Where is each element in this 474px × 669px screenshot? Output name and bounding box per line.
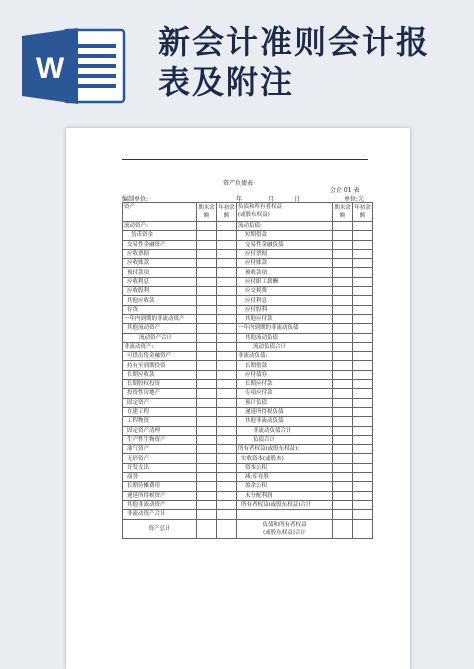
asset-cell: 其他非流动资产 [123, 500, 197, 509]
table-row [123, 314, 373, 323]
currency-label: 单位:元 [344, 196, 365, 203]
word-document-icon [20, 26, 128, 106]
value-cell [217, 445, 237, 454]
value-cell [333, 407, 353, 416]
header-liabilities-line-2: (或股东权益) [238, 212, 270, 218]
value-cell [353, 482, 373, 491]
total-liabilities-line-2: (或股东权益)合计 [263, 529, 306, 536]
liability-cell: 长期应付款 [237, 380, 333, 389]
value-cell [197, 314, 217, 323]
value-cell [353, 231, 373, 240]
value-cell [333, 463, 353, 472]
value-cell [197, 482, 217, 491]
value-cell [333, 240, 353, 249]
value-cell [333, 231, 353, 240]
liability-cell: 长期借款 [237, 361, 333, 370]
table-row [123, 361, 373, 370]
table-row [123, 491, 373, 500]
liability-cell: 应付职工薪酬 [237, 277, 333, 286]
value-cell [197, 510, 217, 519]
liability-cell: 递延所得税负债 [237, 407, 333, 416]
value-cell [217, 342, 237, 351]
asset-cell: 递延所得税资产 [123, 491, 197, 500]
liability-cell: 专项应付款 [237, 389, 333, 398]
header-liabilities-line-1: 负债和所有者权益 [238, 204, 283, 210]
value-cell [197, 296, 217, 305]
value-cell [217, 231, 237, 240]
value-cell [197, 417, 217, 426]
liability-cell: 交易性金融负债 [237, 240, 333, 249]
value-cell [353, 426, 373, 435]
value-cell [197, 389, 217, 398]
value-cell [353, 389, 373, 398]
value-cell [333, 324, 353, 333]
value-cell [333, 380, 353, 389]
form-code: 会企 01 表 [330, 187, 360, 194]
value-cell [197, 333, 217, 342]
value-cell [217, 305, 237, 314]
table-row [123, 500, 373, 509]
value-cell [197, 473, 217, 482]
value-cell [197, 435, 217, 444]
value-cell [217, 482, 237, 491]
asset-cell: 持有至到期投资 [123, 361, 197, 370]
value-cell [353, 268, 373, 277]
header-end-balance-2: 期末余额 [333, 203, 353, 222]
asset-cell: 长期股权投资 [123, 380, 197, 389]
value-cell [353, 510, 373, 519]
value-cell [353, 454, 373, 463]
table-row [123, 389, 373, 398]
value-cell [353, 249, 373, 258]
liability-cell: 应付利息 [237, 296, 333, 305]
value-cell [217, 370, 237, 379]
value-cell [217, 268, 237, 277]
table-row [123, 435, 373, 444]
asset-cell: 投资性房地产 [123, 389, 197, 398]
value-cell [197, 361, 217, 370]
table-row [123, 231, 373, 240]
value-cell [333, 361, 353, 370]
liability-cell: 负债合计 [237, 435, 333, 444]
banner-title-line-1: 新会计准则会计报 [158, 23, 431, 61]
document-title: 资产负债表 [222, 180, 253, 187]
banner-title-line-2: 表及附注 [158, 63, 295, 101]
asset-cell: 无形资产 [123, 454, 197, 463]
asset-cell: 应收股利 [123, 287, 197, 296]
liability-cell: 预计负债 [237, 398, 333, 407]
value-cell [353, 314, 373, 323]
value-cell [217, 473, 237, 482]
value-cell [353, 324, 373, 333]
asset-cell: 非流动资产合计 [123, 510, 197, 519]
value-cell [217, 417, 237, 426]
asset-cell: 长期待摊费用 [123, 482, 197, 491]
value-cell [353, 287, 373, 296]
table-row [123, 463, 373, 472]
value-cell [217, 277, 237, 286]
asset-cell: 预付款项 [123, 268, 197, 277]
value-cell [353, 417, 373, 426]
total-row [123, 519, 373, 538]
value-cell [217, 314, 237, 323]
table-row [123, 259, 373, 268]
value-cell [333, 519, 353, 538]
value-cell [333, 510, 353, 519]
balance-sheet-table [122, 202, 373, 539]
value-cell [333, 500, 353, 509]
value-cell [197, 268, 217, 277]
table-row [123, 277, 373, 286]
value-cell [197, 519, 217, 538]
value-cell [217, 287, 237, 296]
value-cell [217, 454, 237, 463]
table-row [123, 249, 373, 258]
asset-cell: 其他流动资产 [123, 324, 197, 333]
value-cell [197, 463, 217, 472]
value-cell [333, 352, 353, 361]
value-cell [217, 296, 237, 305]
value-cell [333, 417, 353, 426]
total-assets-cell: 资产总计 [123, 519, 197, 538]
value-cell [333, 426, 353, 435]
value-cell [197, 231, 217, 240]
value-cell [353, 259, 373, 268]
value-cell [333, 314, 353, 323]
value-cell [353, 361, 373, 370]
value-cell [217, 361, 237, 370]
table-row [123, 510, 373, 519]
liability-cell: 应付账款 [237, 259, 333, 268]
value-cell [197, 426, 217, 435]
asset-cell: 开发支出 [123, 463, 197, 472]
liability-cell: 非流动负债合计 [237, 426, 333, 435]
value-cell [197, 445, 217, 454]
table-row [123, 305, 373, 314]
liability-cell: 未分配利润 [237, 491, 333, 500]
asset-cell: 可供出售金融资产 [123, 352, 197, 361]
value-cell [353, 435, 373, 444]
value-cell [197, 287, 217, 296]
liability-cell: 应付股利 [237, 305, 333, 314]
value-cell [217, 352, 237, 361]
table-row [123, 454, 373, 463]
value-cell [333, 473, 353, 482]
value-cell [353, 296, 373, 305]
table-row [123, 268, 373, 277]
value-cell [353, 333, 373, 342]
asset-cell: 应收票据 [123, 249, 197, 258]
value-cell [197, 407, 217, 416]
value-cell [217, 324, 237, 333]
value-cell [197, 259, 217, 268]
header-begin-balance-2: 年初余额 [353, 203, 373, 222]
table-row [123, 473, 373, 482]
value-cell [333, 268, 353, 277]
value-cell [333, 454, 353, 463]
value-cell [333, 287, 353, 296]
value-cell [353, 380, 373, 389]
table-row [123, 380, 373, 389]
value-cell [333, 222, 353, 231]
liability-cell: 其他应付款 [237, 314, 333, 323]
value-cell [333, 370, 353, 379]
value-cell [217, 240, 237, 249]
banner [0, 0, 474, 122]
header-begin-balance: 年初余额 [217, 203, 237, 222]
liability-cell: 非流动负债: [237, 352, 333, 361]
asset-cell: 工程物资 [123, 417, 197, 426]
table-row [123, 407, 373, 416]
liability-cell: 减:库存股 [237, 473, 333, 482]
value-cell [353, 519, 373, 538]
liability-cell: 其他非流动负债 [237, 417, 333, 426]
year-label: 年 [236, 196, 243, 203]
value-cell [353, 277, 373, 286]
value-cell [217, 389, 237, 398]
asset-cell: 生产性生物资产 [123, 435, 197, 444]
table-row [123, 240, 373, 249]
value-cell [353, 222, 373, 231]
asset-cell: 应收账款 [123, 259, 197, 268]
value-cell [197, 398, 217, 407]
value-cell [353, 491, 373, 500]
value-cell [333, 342, 353, 351]
value-cell [353, 370, 373, 379]
value-cell [333, 445, 353, 454]
unit-label: 编制单位: [122, 196, 149, 203]
value-cell [197, 500, 217, 509]
asset-cell: 固定资产 [123, 398, 197, 407]
value-cell [217, 491, 237, 500]
value-cell [197, 324, 217, 333]
header-liabilities [237, 203, 333, 222]
value-cell [197, 305, 217, 314]
table-row [123, 352, 373, 361]
liability-cell: 实收资本(或股本) [237, 454, 333, 463]
liability-cell: 流动负债合计 [237, 342, 333, 351]
value-cell [353, 445, 373, 454]
asset-cell: 存货 [123, 305, 197, 314]
asset-cell: 流动资产: [123, 222, 197, 231]
value-cell [197, 352, 217, 361]
liability-cell: 资本公积 [237, 463, 333, 472]
value-cell [353, 398, 373, 407]
asset-cell: 货币资金 [123, 231, 197, 240]
value-cell [333, 398, 353, 407]
value-cell [217, 407, 237, 416]
table-row [123, 296, 373, 305]
total-liabilities-line-1: 负债和所有者权益 [262, 521, 307, 528]
table-row [123, 417, 373, 426]
header-asset: 资产 [123, 203, 197, 222]
value-cell [333, 491, 353, 500]
table-row [123, 482, 373, 491]
table-row [123, 342, 373, 351]
liability-cell: 一年内到期的非流动负债 [237, 324, 333, 333]
asset-cell: 长期应收款 [123, 370, 197, 379]
value-cell [217, 249, 237, 258]
value-cell [217, 259, 237, 268]
table-row [123, 287, 373, 296]
value-cell [353, 342, 373, 351]
value-cell [197, 370, 217, 379]
value-cell [353, 500, 373, 509]
table-row [123, 222, 373, 231]
value-cell [217, 426, 237, 435]
value-cell [197, 454, 217, 463]
meta-row [122, 194, 372, 202]
value-cell [333, 249, 353, 258]
value-cell [217, 398, 237, 407]
value-cell [353, 463, 373, 472]
value-cell [217, 463, 237, 472]
month-label: 月 [268, 196, 275, 203]
value-cell [217, 510, 237, 519]
value-cell [333, 435, 353, 444]
liability-cell: 应交税费 [237, 287, 333, 296]
liability-cell: 应付票据 [237, 249, 333, 258]
asset-cell: 商誉 [123, 473, 197, 482]
document-page [66, 128, 410, 669]
value-cell [217, 519, 237, 538]
value-cell [353, 305, 373, 314]
svg-text:W: W [35, 52, 65, 85]
asset-cell: 固定资产清理 [123, 426, 197, 435]
table-row [123, 445, 373, 454]
value-cell [333, 296, 353, 305]
value-cell [333, 482, 353, 491]
table-header-row [123, 203, 373, 222]
value-cell [197, 342, 217, 351]
value-cell [333, 389, 353, 398]
value-cell [197, 222, 217, 231]
asset-cell: 流动资产合计 [123, 333, 197, 342]
day-label: 日 [294, 196, 301, 203]
table-row [123, 398, 373, 407]
table-row [123, 370, 373, 379]
asset-cell: 非流动资产: [123, 342, 197, 351]
liability-cell: 应付债券 [237, 370, 333, 379]
value-cell [197, 249, 217, 258]
value-cell [353, 473, 373, 482]
value-cell [333, 259, 353, 268]
header-rule [122, 159, 368, 160]
liability-cell: 所有者权益(或股东权益)合计 [237, 500, 333, 509]
liability-cell: 短期借款 [237, 231, 333, 240]
value-cell [197, 240, 217, 249]
value-cell [197, 380, 217, 389]
liability-cell: 其他流动负债 [237, 333, 333, 342]
asset-cell: 其他应收款 [123, 296, 197, 305]
value-cell [197, 277, 217, 286]
liability-cell [237, 510, 333, 519]
value-cell [333, 277, 353, 286]
value-cell [353, 240, 373, 249]
value-cell [333, 305, 353, 314]
table-row [123, 324, 373, 333]
liability-cell: 盈余公积 [237, 482, 333, 491]
corner-mark: . [364, 152, 366, 158]
value-cell [217, 380, 237, 389]
value-cell [197, 491, 217, 500]
liability-cell: 流动负债: [237, 222, 333, 231]
asset-cell: 应收利息 [123, 277, 197, 286]
total-liabilities-cell [237, 519, 333, 538]
value-cell [217, 222, 237, 231]
value-cell [333, 333, 353, 342]
liability-cell: 预收款项 [237, 268, 333, 277]
table-row [123, 426, 373, 435]
table-row [123, 333, 373, 342]
value-cell [217, 333, 237, 342]
asset-cell: 交易性金融资产 [123, 240, 197, 249]
asset-cell: 油气资产 [123, 445, 197, 454]
header-end-balance: 期末余额 [197, 203, 217, 222]
value-cell [353, 407, 373, 416]
value-cell [353, 352, 373, 361]
liability-cell: 所有者权益(或股东权益): [237, 445, 333, 454]
value-cell [217, 435, 237, 444]
asset-cell: 一年内到期的非流动资产 [123, 314, 197, 323]
asset-cell: 在建工程 [123, 407, 197, 416]
value-cell [217, 500, 237, 509]
